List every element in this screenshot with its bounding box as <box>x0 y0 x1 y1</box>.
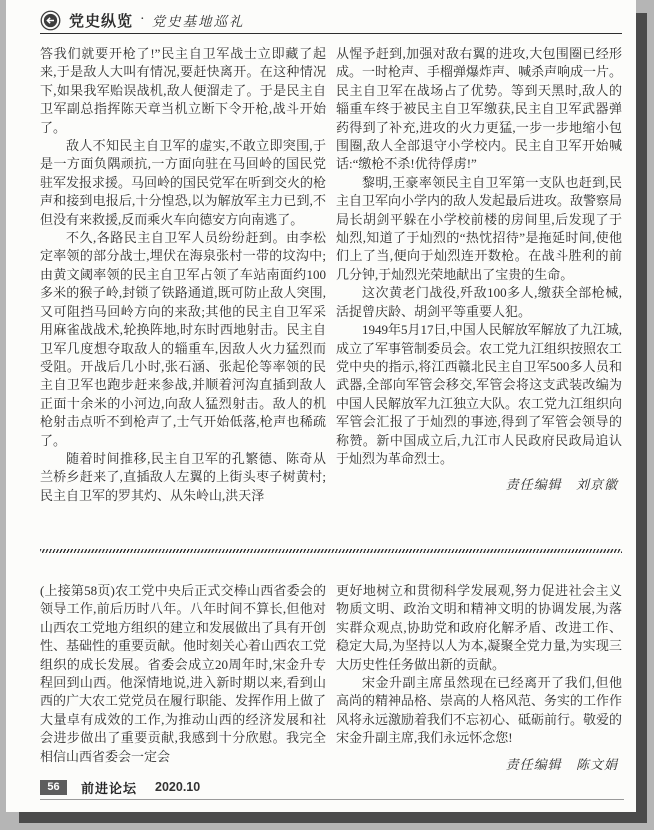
bottom-right-column <box>336 582 622 772</box>
paragraph: 1949年5月17日,中国人民解放军解放了九江城,成立了军事管制委员会。农工党九江组织按照农工党中央的指示,将江西赣北民主自卫军500多人员和武器,全部向军管会移交,军管会将这支武装改编为中国人民解放军九江独立大队。农工党九江组织向军管会汇报了于灿烈的事迹,得到了军管会领导的称赞。新中国成立后,九江市人民政府民政局追认于灿烈为革命烈士。 <box>336 322 623 466</box>
paragraph: 这次黄老门战役,歼敌100多人,缴获全部枪械,活捉曾庆龄、胡剑平等重要人犯。 <box>336 285 622 319</box>
paragraph: 答我们就要开枪了!”民主自卫军战士立即藏了起来,于是敌人大叫有情况,要赶快离开。在这种情况下,如果我军贻误战机,敌人便溜走了。于是民主自卫军副总指挥陈天章当机立断下令开枪,战斗开始了。 <box>40 46 326 135</box>
issue-date: 2020.10 <box>155 780 201 794</box>
article-bottom <box>40 582 622 772</box>
editor-label: 责任编辑 <box>505 477 562 493</box>
paragraph: 黎明,王豪率领民主自卫军第一支队也赶到,民主自卫军向小学内的敌人发起最后进攻。敌警察局局长胡剑平躲在小学校前楼的房间里,后发现了于灿烈,知道了于灿烈的“热忱招待”是拖延时间,使他们上了当,便向于灿烈连开数枪。在战斗胜利的前几分钟,于灿烈光荣地献出了宝贵的生命。 <box>336 174 623 282</box>
magazine-page <box>6 0 636 812</box>
editor-credit <box>336 756 618 774</box>
bottom-left-column <box>40 582 326 772</box>
bottom-right-paragraphs <box>336 582 622 748</box>
paragraph: 不久,各路民主自卫军人员纷纷赶到。由李松定率领的部分战士,埋伏在海泉张村一带的坟沟中;由黄文阈率领的民主自卫军占领了车站南面约100多米的猴子岭,封锁了铁路通道,既可防止敌人突围,又可阻挡马回岭方向的来敌;其他的民主自卫军采用麻雀战战术,轮换阵地,时东时西地射击。民主自卫军几度想夺取敌人的辎重车,因敌人火力猛烈而受阻。开战后几小时,张石涵、张起伦等率领的民主自卫军也跑步赶来参战,并顺着河沟直插到敌人正面十余米的小河边,向敌人猛烈射击。敌人的机枪射击点听不到枪声了,士气开始低落,枪声也稀疏了。 <box>40 230 326 448</box>
page-footer <box>40 777 624 800</box>
section-divider <box>40 549 622 553</box>
page-number: 56 <box>40 780 67 795</box>
editor-label: 责任编辑 <box>505 756 562 772</box>
editor-name: 刘京徽 <box>575 477 618 493</box>
top-right-paragraphs <box>336 45 622 468</box>
title-separator: · <box>140 12 145 27</box>
page-header <box>40 8 622 32</box>
header-rule <box>40 33 622 34</box>
paragraph: 随着时间推移,民主自卫军的孔繁德、陈奇从兰桥乡赶来了,直插敌人左翼的上街头枣子树黄村;民主自卫军的罗其灼、从朱岭山,洪天泽 <box>40 450 326 503</box>
paragraph: 从惺予赶到,加强对敌右翼的进攻,大包围圈已经形成。一时枪声、手榴弹爆炸声、喊杀声响成一片。民主自卫军在战场占了优势。等到天黑时,敌人的辎重车终于被民主自卫军缴获,民主自卫军武器弹药得到了补充,进攻的火力更猛,一步一步地缩小包围圈,敌人全部退守小学校内。民主自卫军开始喊话:“缴枪不杀!优待俘虏!” <box>336 46 623 172</box>
paragraph: 敌人不知民主自卫军的虚实,不敢立即突围,于是一方面负隅顽抗,一方面向驻在马回岭的国民党驻军发报求援。马回岭的国民党军在听到交火的枪声和接到电报后,十分惶恐,以为解放军主力已到,不但没有来救援,反而乘火车向德安方向南逃了。 <box>40 138 327 227</box>
paragraph: 宋金升副主席虽然现在已经离开了我们,但他高尚的精神品格、崇高的人格风范、务实的工作作风将永远激励着我们不忘初心、砥砺前行。敬爱的宋金升副主席,我们永远怀念您! <box>336 675 623 746</box>
paragraph: 更好地树立和贯彻科学发展观,努力促进社会主义物质文明、政治文明和精神文明的协调发展,为落实群众观点,协助党和政府化解矛盾、改进工作、稳定大局,为坚持以人为本,凝聚全党力量,为实现三大历史性任务做出新的贡献。 <box>336 583 622 672</box>
top-right-column <box>336 45 622 545</box>
paragraph: (上接第58页)农工党中央后正式交棒山西省委会的领导工作,前后历时八年。八年时间不算长,但他对山西农工党地方组织的建立和发展做出了具有开创性、基础性的重要贡献。他时刻关心着山西农工党组织的成长发展。省委会成立20周年时,宋金升专程回到山西。他深情地说,进入新时期以来,看到山西的广大农工党党员在履行职能、发挥作用上做了大量卓有成效的工作,为推动山西的经济发展和社会进步做出了重要贡献,我感到十分欣慰。我完全相信山西省委会一定会 <box>40 583 327 764</box>
article-top <box>40 45 622 545</box>
top-left-column <box>40 45 326 545</box>
journal-name: 前进论坛 <box>81 780 138 796</box>
editor-name: 陈文娟 <box>575 756 618 772</box>
circled-left-arrow-icon <box>40 10 61 31</box>
column-title: 党史基地巡礼 <box>151 14 245 29</box>
editor-credit <box>336 476 618 494</box>
section-title: 党史纵览 <box>69 12 134 30</box>
